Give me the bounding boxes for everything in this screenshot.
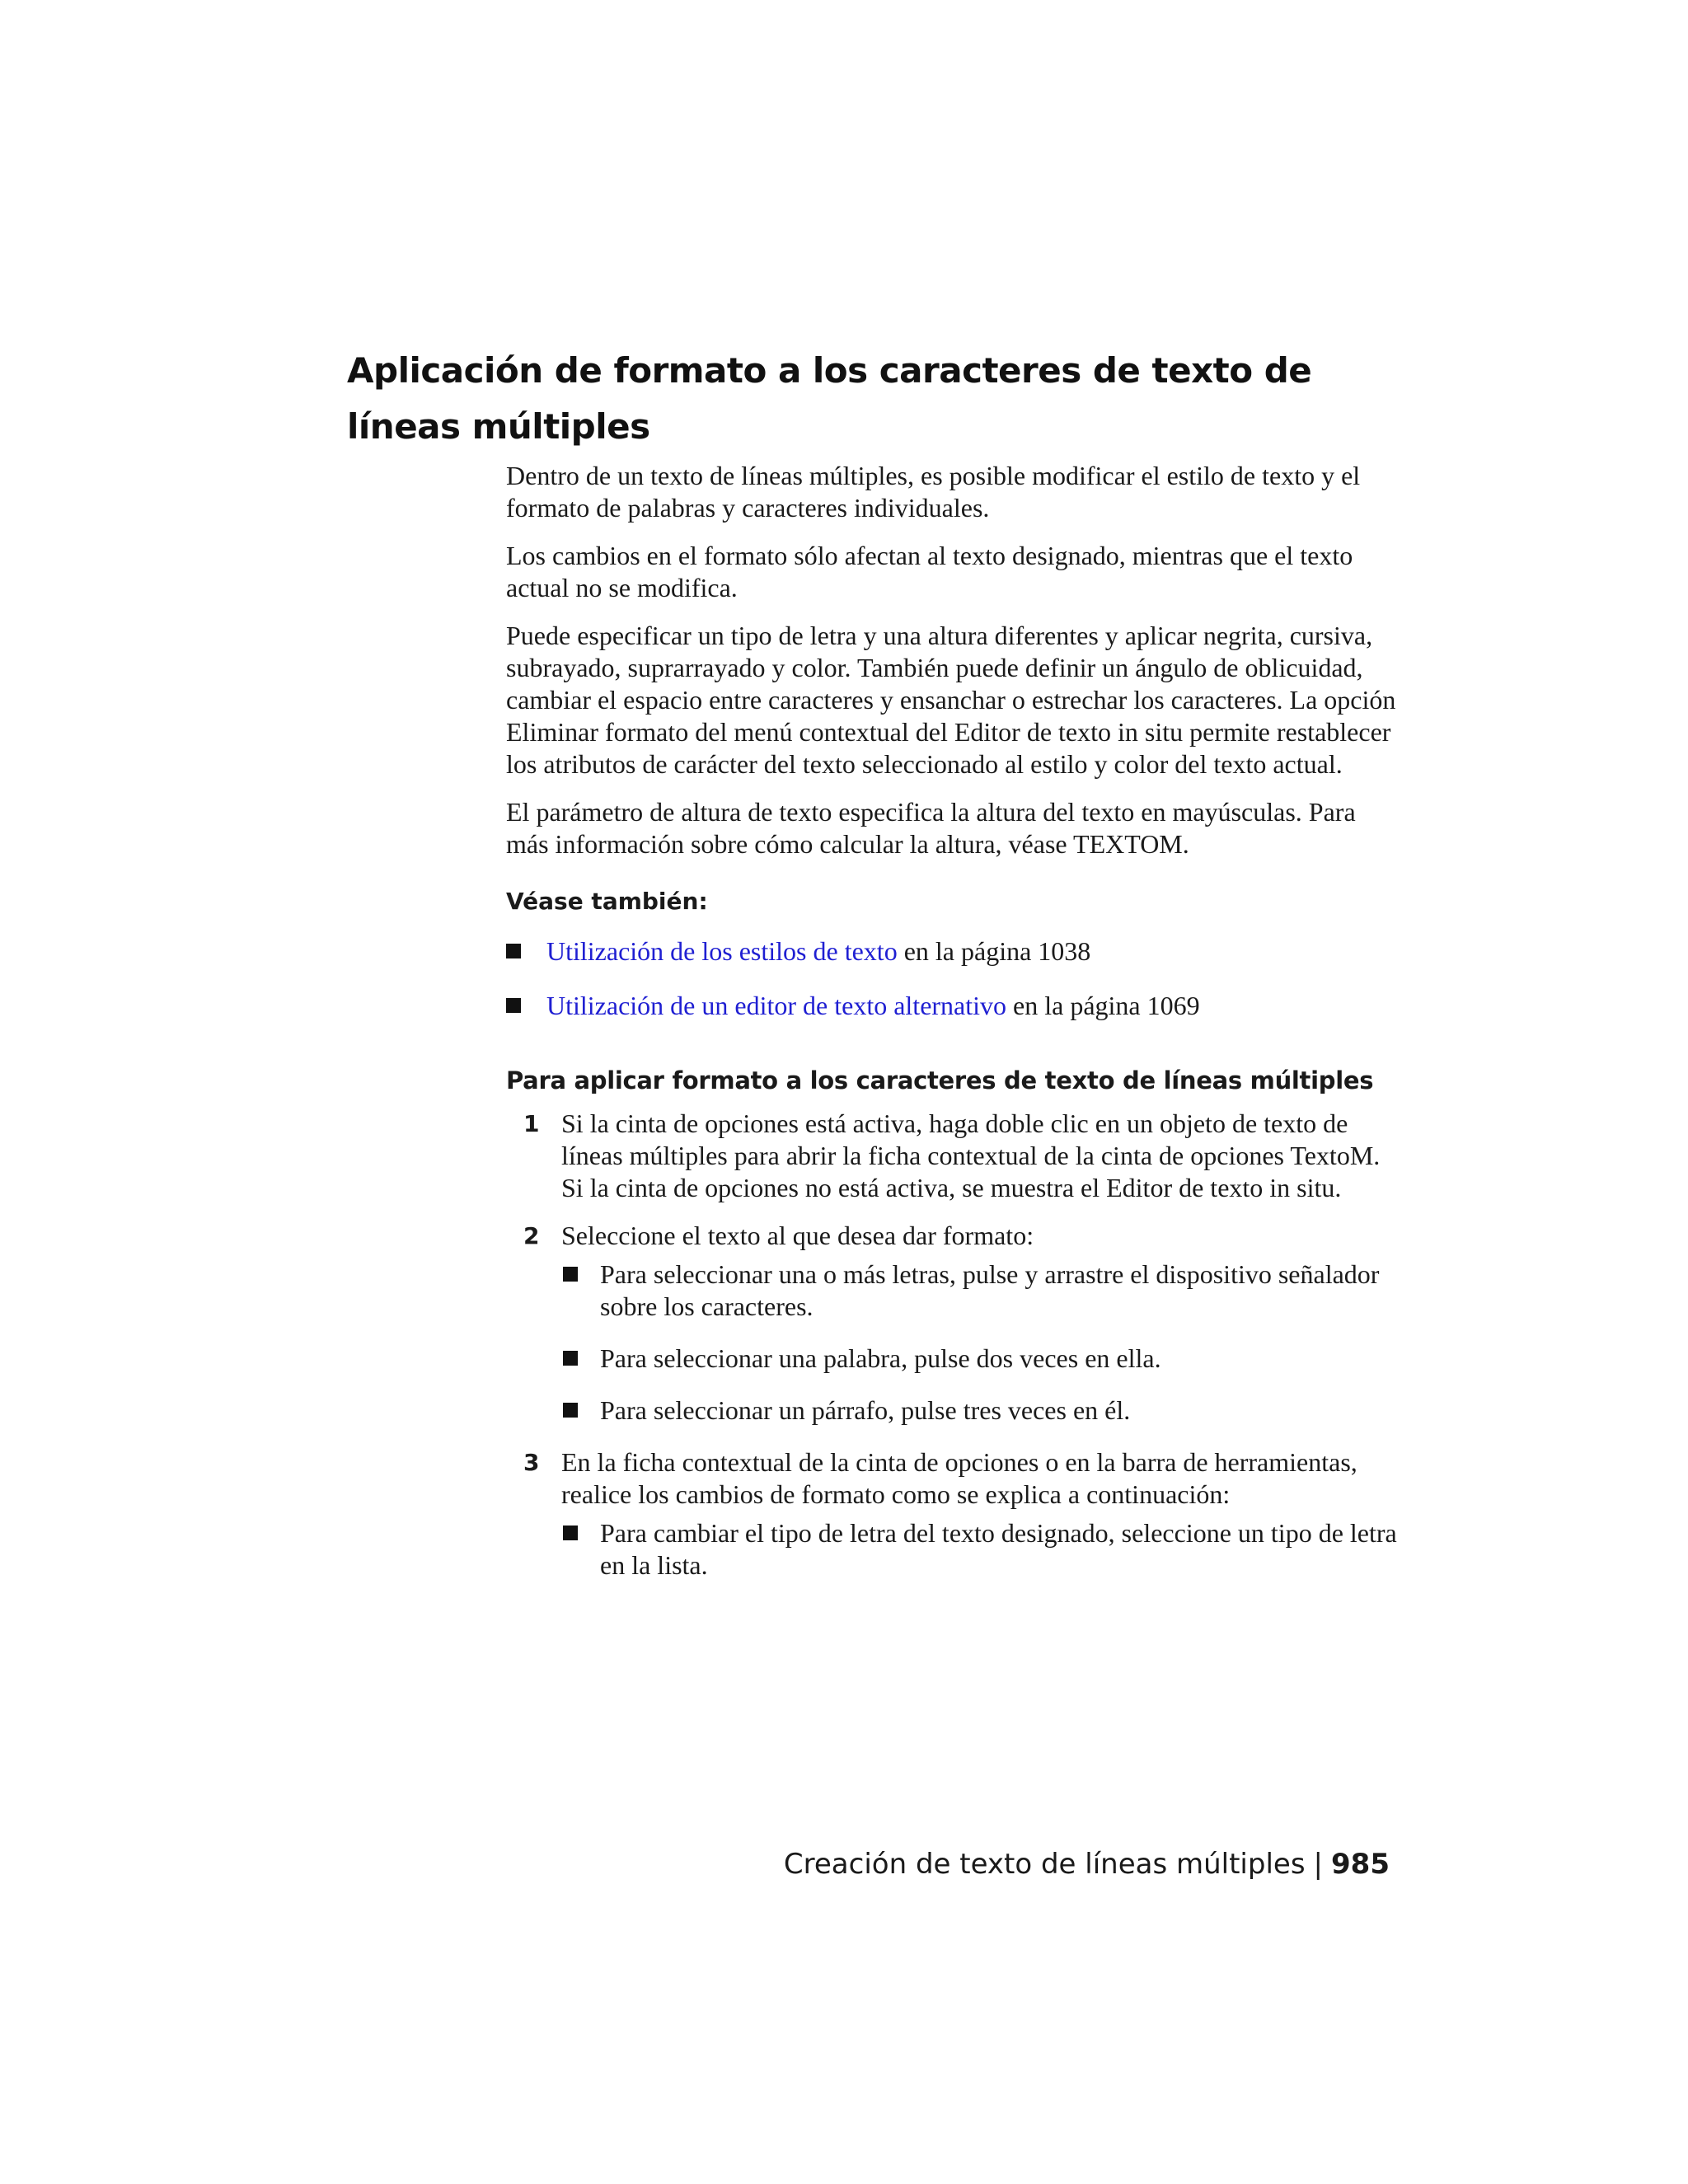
step-text: Seleccione el texto al que desea dar formato: (561, 1221, 1034, 1250)
procedure-step (506, 1108, 1401, 1204)
step-sub-list (561, 1258, 1401, 1427)
section-body (506, 460, 1401, 1601)
see-also-link-text-styles[interactable]: Utilización de los estilos de texto (546, 936, 898, 966)
see-also-item (506, 990, 1401, 1022)
sub-list-item (561, 1258, 1401, 1323)
procedure-heading: Para aplicar formato a los caracteres de texto de líneas múltiples (506, 1066, 1374, 1094)
sub-list-item (561, 1394, 1401, 1427)
footer-separator: | (1313, 1848, 1324, 1881)
see-also-heading: Véase también: (506, 888, 708, 915)
see-also-list (506, 935, 1401, 1022)
see-also-item (506, 935, 1401, 968)
square-bullet-icon (563, 1351, 578, 1366)
step-text: Si la cinta de opciones está activa, haga doble clic en un objeto de texto de líneas múltiples para abrir la ficha contextual de la cinta de opciones TextoM. Si la cinta de opciones no está activa, se muestra el Editor de texto in situ. (561, 1108, 1381, 1202)
sub-item-text: Para cambiar el tipo de letra del texto designado, seleccione un tipo de letra en la lista. (600, 1518, 1397, 1580)
see-also-page-ref: en la página 1069 (1006, 991, 1200, 1020)
page-footer (784, 1846, 1390, 1882)
sub-list-item (561, 1517, 1401, 1582)
section-title: Aplicación de formato a los caracteres de texto de líneas múltiples (347, 350, 1312, 447)
square-bullet-icon (563, 1267, 578, 1282)
step-number: 1 (523, 1110, 540, 1137)
sub-item-text: Para seleccionar una o más letras, pulse y arrastre el dispositivo señalador sobre los caracteres. (600, 1259, 1380, 1321)
procedure-steps (506, 1108, 1401, 1582)
square-bullet-icon (563, 1403, 578, 1418)
square-bullet-icon (563, 1526, 578, 1540)
paragraph: Dentro de un texto de líneas múltiples, es posible modificar el estilo de texto y el formato de palabras y caracteres individuales. (506, 461, 1361, 523)
step-number: 3 (523, 1449, 540, 1476)
square-bullet-icon (506, 998, 521, 1013)
step-sub-list (561, 1517, 1401, 1582)
sub-list-item (561, 1343, 1401, 1375)
page-number: 985 (1331, 1848, 1390, 1881)
procedure-step (506, 1220, 1401, 1427)
procedure-step (506, 1446, 1401, 1582)
see-also-page-ref: en la página 1038 (897, 936, 1091, 966)
paragraph: El parámetro de altura de texto especifica la altura del texto en mayúsculas. Para más información sobre cómo calcular la altura, véase TEXTOM. (506, 797, 1356, 859)
sub-item-text: Para seleccionar una palabra, pulse dos veces en ella. (600, 1343, 1161, 1373)
see-also-link-alt-editor[interactable]: Utilización de un editor de texto alternativo (546, 991, 1007, 1020)
sub-item-text: Para seleccionar un párrafo, pulse tres veces en él. (600, 1395, 1131, 1425)
footer-chapter-title: Creación de texto de líneas múltiples (783, 1848, 1306, 1881)
paragraph: Puede especificar un tipo de letra y una altura diferentes y aplicar negrita, cursiva, subrayado, suprarrayado y color. También puede definir un ángulo de oblicuidad, cambiar el espacio entre caracteres y ensanchar o estrechar los caracteres. La opción Eliminar formato del menú contextual del Editor de texto in situ permite restablecer los atributos de carácter del texto seleccionado al estilo y color del texto actual. (506, 621, 1396, 779)
step-number: 2 (523, 1222, 540, 1249)
square-bullet-icon (506, 944, 521, 958)
step-text: En la ficha contextual de la cinta de opciones o en la barra de herramientas, realice los cambios de formato como se explica a continuación: (561, 1447, 1357, 1509)
paragraph: Los cambios en el formato sólo afectan al texto designado, mientras que el texto actual no se modifica. (506, 541, 1353, 602)
